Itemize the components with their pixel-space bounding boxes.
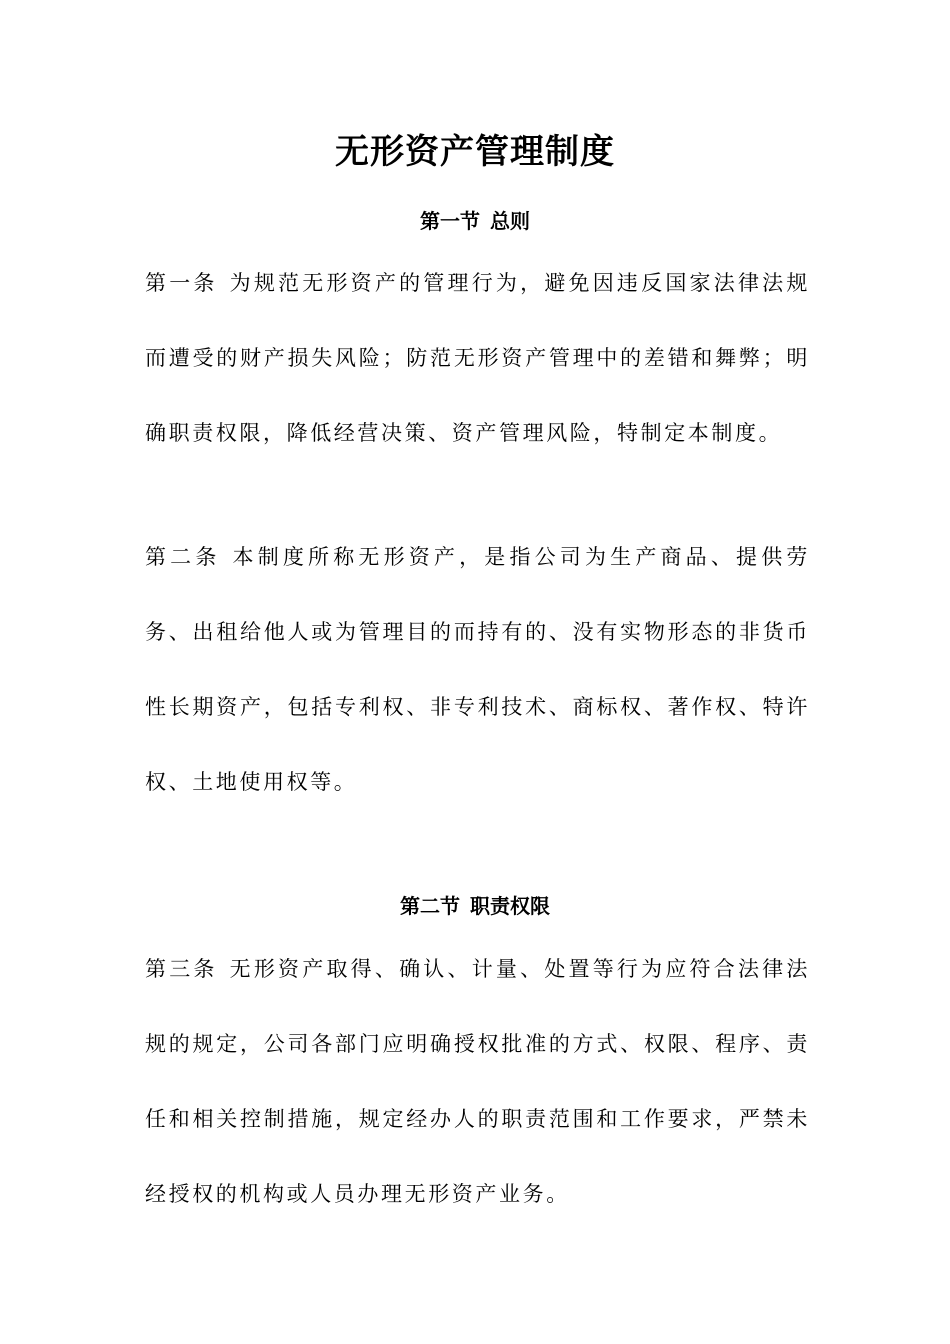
article-text: 无形资产取得、确认、计量、处置等行为应符合法律法规的规定，公司各部门应明确授权批准的方式、权限、程序、责任和相关控制措施，规定经办人的职责范围和工作要求，严禁未经授权的机构或人员办理无形资产业务。 — [145, 957, 810, 1206]
article-1 — [145, 246, 810, 471]
article-label: 第三条 — [145, 957, 218, 981]
article-3 — [145, 932, 810, 1232]
section-name: 总则 — [490, 209, 530, 233]
section-number: 第二节 — [400, 894, 460, 918]
page-title: 无形资产管理制度 — [335, 132, 615, 172]
section-number: 第一节 — [420, 209, 480, 233]
section-heading-2 — [0, 891, 950, 921]
article-label: 第二条 — [145, 545, 221, 569]
section-name: 职责权限 — [470, 894, 550, 918]
article-text: 为规范无形资产的管理行为，避免因违反国家法律法规而遭受的财产损失风险；防范无形资产管理中的差错和舞弊；明确职责权限，降低经营决策、资产管理风险，特制定本制度。 — [145, 271, 810, 445]
section-heading-1 — [0, 206, 950, 236]
article-label: 第一条 — [145, 271, 218, 295]
article-text: 本制度所称无形资产，是指公司为生产商品、提供劳务、出租给他人或为管理目的而持有的、没有实物形态的非货币性长期资产，包括专利权、非专利技术、商标权、著作权、特许权、土地使用权等。 — [145, 545, 810, 794]
article-2 — [145, 520, 810, 820]
